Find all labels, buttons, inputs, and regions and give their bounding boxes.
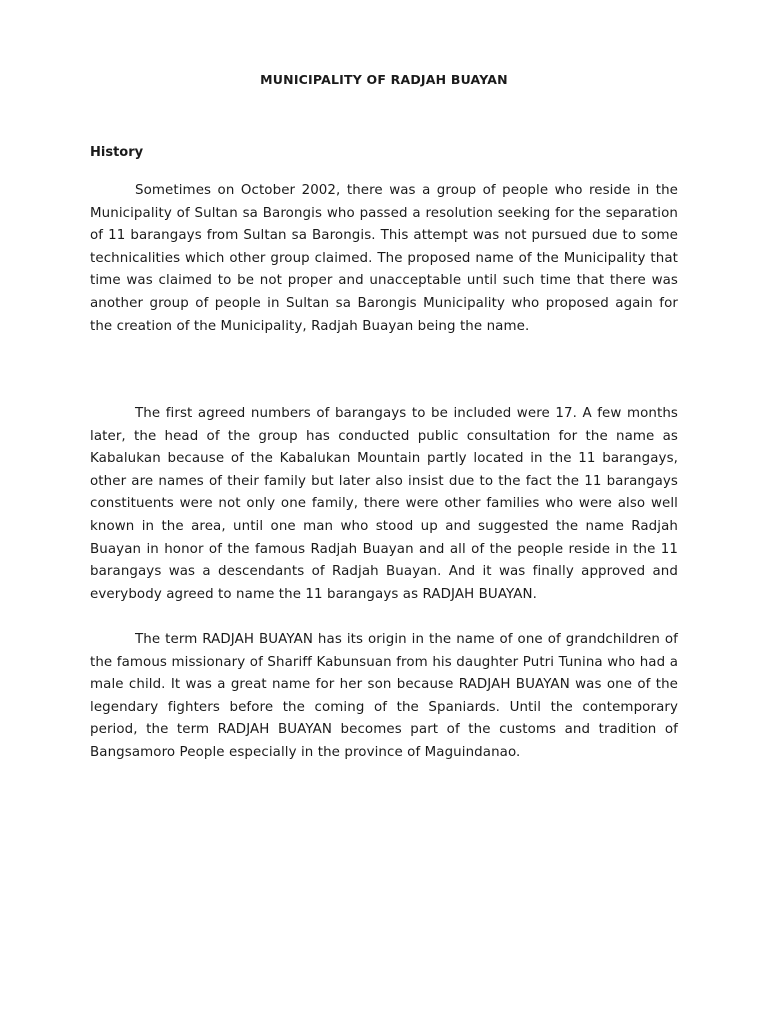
paragraph-2: The first agreed numbers of barangays to be included were 17. A few months later, the head of the group has conducted public consultation for the name as Kabalukan because of the Kabalukan Mountain partly located in the 11 barangays, other are names of their family but later also insist due to the fact the 11 barangays constituents were not only one family, there were other families who were also well known in the area, until one man who stood up and suggested the name Radjah Buayan in honor of the famous Radjah Buayan and all of the people reside in the 11 barangays was a descendants of Radjah Buayan. And it was finally approved and everybody agreed to name the 11 barangays as RADJAH BUAYAN.: [90, 406, 678, 602]
document-title: MUNICIPALITY OF RADJAH BUAYAN: [260, 72, 508, 87]
paragraph-3: The term RADJAH BUAYAN has its origin in the name of one of grandchildren of the famous missionary of Shariff Kabunsuan from his daughter Putri Tunina who had a male child. It was a great name for her son because RADJAH BUAYAN was one of the legendary fighters before the coming of the Spaniards. Until the contemporary period, the term RADJAH BUAYAN becomes part of the customs and tradition of Bangsamoro People especially in the province of Maguindanao.: [90, 632, 678, 760]
section-heading-history: History: [90, 145, 144, 160]
paragraph-1: Sometimes on October 2002, there was a group of people who reside in the Municipality of Sultan sa Barongis who passed a resolution seeking for the separation of 11 barangays from Sultan sa Barongis. This attempt was not pursued due to some technicalities which other group claimed. The proposed name of the Municipality that time was claimed to be not proper and unacceptable until such time that there was another group of people in Sultan sa Barongis Municipality who proposed again for the creation of the Municipality, Radjah Buayan being the name.: [90, 183, 678, 334]
